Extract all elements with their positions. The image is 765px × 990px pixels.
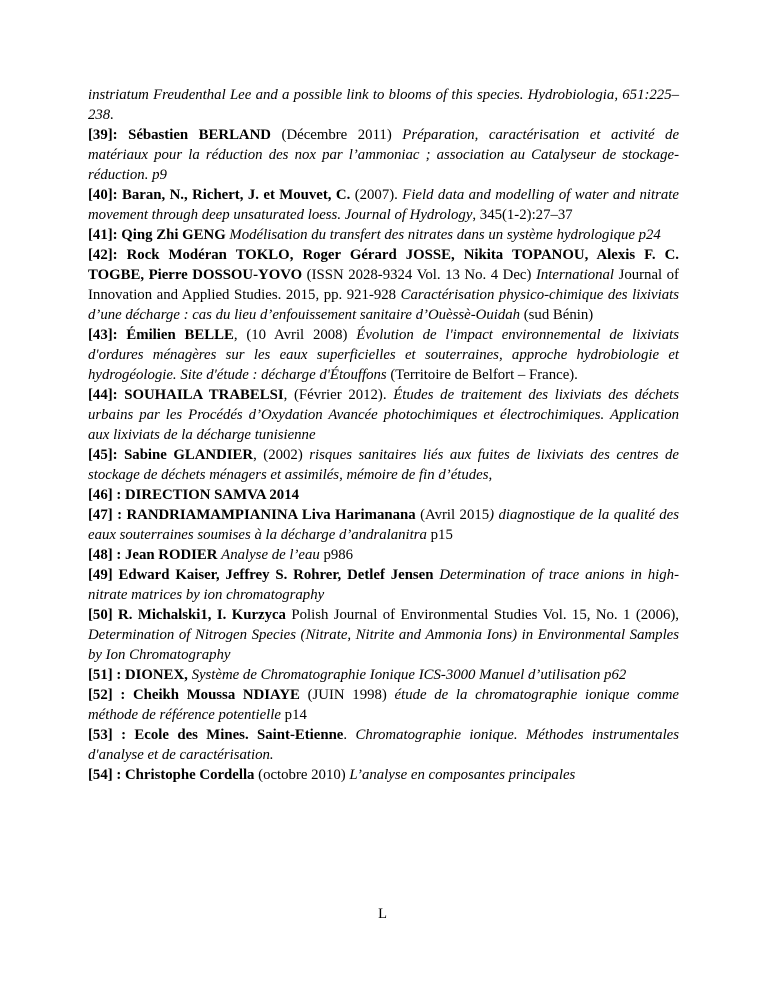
reference-52 (88, 685, 679, 725)
reference-text-segment: p14 (284, 707, 307, 723)
reference-40 (88, 185, 679, 225)
reference-text-segment: Modélisation du transfert des nitrates dans un système hydrologique p24 (229, 227, 661, 243)
reference-46 (88, 485, 679, 505)
reference-text-segment: p15 (430, 527, 453, 543)
reference-text-segment: Polish Journal of Environmental Studies Vol. 15, No. 1 (2006), (291, 607, 679, 623)
reference-43 (88, 325, 679, 385)
reference-42 (88, 245, 679, 325)
reference-text-segment: . (343, 727, 356, 743)
reference-53 (88, 725, 679, 765)
reference-text-segment: Préparation, caractérisation et activité de matériaux pour la réduction des nox par l’ammoniac ; association au Catalyseur de stockage-réduction. p9 (88, 127, 680, 183)
reference-text-segment: [39]: Sébastien BERLAND (88, 127, 282, 143)
reference-text-segment: ) diagnostique de la qualité des eaux souterraines soumises à la décharge d’andralanitra (88, 507, 679, 543)
reference-text-segment: (sud Bénin) (523, 307, 594, 323)
reference-44 (88, 385, 679, 445)
page-footer (0, 905, 765, 923)
reference-text-segment: [50] R. Michalski1, I. Kurzyca (88, 607, 292, 623)
reference-text-segment: Field data and modelling of water and nitrate movement through deep unsaturated loess. Journal of Hydrology (88, 187, 679, 223)
reference-text-segment: Évolution de l'impact environnemental de lixiviats d'ordures ménagères sur les eaux superficielles et souterraines, approche hydrobiologie et hydrogéologie. Site d'étude : décharge d'Étouffons (88, 327, 679, 383)
reference-text-segment: [45]: Sabine GLANDIER (88, 447, 254, 463)
reference-text-segment: p986 (323, 547, 354, 563)
reference-text-segment: (octobre 2010) (258, 767, 350, 783)
reference-text-segment: Caractérisation physico-chimique des lixiviats d’une décharge : cas du lieu d’enfouissement sanitaire d’Ouèssè-Ouidah (88, 287, 679, 323)
reference-text-segment: International (535, 267, 619, 283)
reference-38-continuation (88, 85, 679, 125)
reference-text-segment: [40]: Baran, N., Richert, J. et Mouvet, C. (88, 187, 355, 203)
reference-text-segment: (Territoire de Belfort – France). (390, 367, 578, 383)
reference-text-segment: Determination of trace anions in high-nitrate matrices by ion chromatography (88, 567, 679, 603)
reference-text-segment: [47] : RANDRIAMAMPIANINA Liva Harimanana (88, 507, 421, 523)
reference-text-segment: instriatum Freudenthal Lee and a possible link to blooms of this species. Hydrobiologia, 651:225–238. (88, 87, 679, 123)
reference-text-segment: risques sanitaires liés aux fuites de lixiviats des centres de stockage de déchets ménagers et assimilés, mémoire de fin d’études, (88, 447, 679, 483)
reference-text-segment: [54] : Christophe Cordella (88, 767, 259, 783)
reference-text-segment: , 345(1-2):27–37 (472, 207, 573, 223)
reference-text-segment: (2007). (354, 187, 403, 203)
references-list (88, 85, 679, 785)
reference-text-segment: Determination of Nitrogen Species (Nitrate, Nitrite and Ammonia Ions) in Environmental Samples by Ion Chromatography (88, 627, 679, 663)
reference-text-segment: [41]: Qing Zhi GENG (88, 227, 230, 243)
reference-text-segment: (ISSN 2028-9324 Vol. 13 No. 4 Dec) (306, 267, 536, 283)
reference-text-segment: Journal of Innovation and Applied Studies. 2015, pp. 921-928 (88, 267, 679, 303)
reference-text-segment: (Avril 2015 (420, 507, 490, 523)
reference-text-segment: Système de Chromatographie Ionique ICS-3000 Manuel d’utilisation p62 (191, 667, 627, 683)
reference-text-segment: [44]: SOUHAILA TRABELSI (88, 387, 284, 403)
reference-48 (88, 545, 679, 565)
reference-text-segment: (JUIN 1998) (307, 687, 395, 703)
reference-50 (88, 605, 679, 665)
reference-text-segment: Études de traitement des lixiviats des déchets urbains par les Procédés d’Oxydation Avancée photochimiques et électrochimiques. Application aux lixiviats de la décharge tunisienne (88, 387, 680, 443)
reference-text-segment: , (2002) (253, 447, 310, 463)
reference-text-segment: Chromatographie ionique. Méthodes instrumentales d'analyse et de caractérisation. (88, 727, 680, 763)
page-number: L (378, 906, 387, 922)
reference-54 (88, 765, 679, 785)
reference-text-segment: [52] : Cheikh Moussa NDIAYE (88, 687, 308, 703)
reference-45 (88, 445, 679, 485)
reference-text-segment: L’analyse en composantes principales (349, 767, 576, 783)
reference-text-segment: (Décembre 2011) (281, 127, 403, 143)
reference-39 (88, 125, 679, 185)
reference-text-segment: [48] : Jean RODIER (88, 547, 222, 563)
reference-text-segment: étude de la chromatographie ionique comme méthode de référence potentielle (88, 687, 680, 723)
reference-text-segment: [43]: Émilien BELLE (88, 327, 234, 343)
reference-text-segment: [46] : DIRECTION SAMVA 2014 (88, 487, 300, 503)
reference-text-segment: [53] : Ecole des Mines. Saint-Etienne (88, 727, 344, 743)
reference-text-segment: [42]: Rock Modéran TOKLO, Roger Gérard JOSSE, Nikita TOPANOU, Alexis F. C. TOGBE, Pierre DOSSOU-YOVO (88, 247, 679, 283)
reference-text-segment: , (Février 2012). (283, 387, 394, 403)
reference-text-segment: [49] Edward Kaiser, Jeffrey S. Rohrer, Detlef Jensen (88, 567, 440, 583)
reference-text-segment: [51] : DIONEX, (88, 667, 192, 683)
reference-41 (88, 225, 679, 245)
reference-47 (88, 505, 679, 545)
reference-text-segment: , (10 Avril 2008) (233, 327, 357, 343)
reference-51 (88, 665, 679, 685)
reference-text-segment: Analyse de l’eau (221, 547, 324, 563)
reference-49 (88, 565, 679, 605)
